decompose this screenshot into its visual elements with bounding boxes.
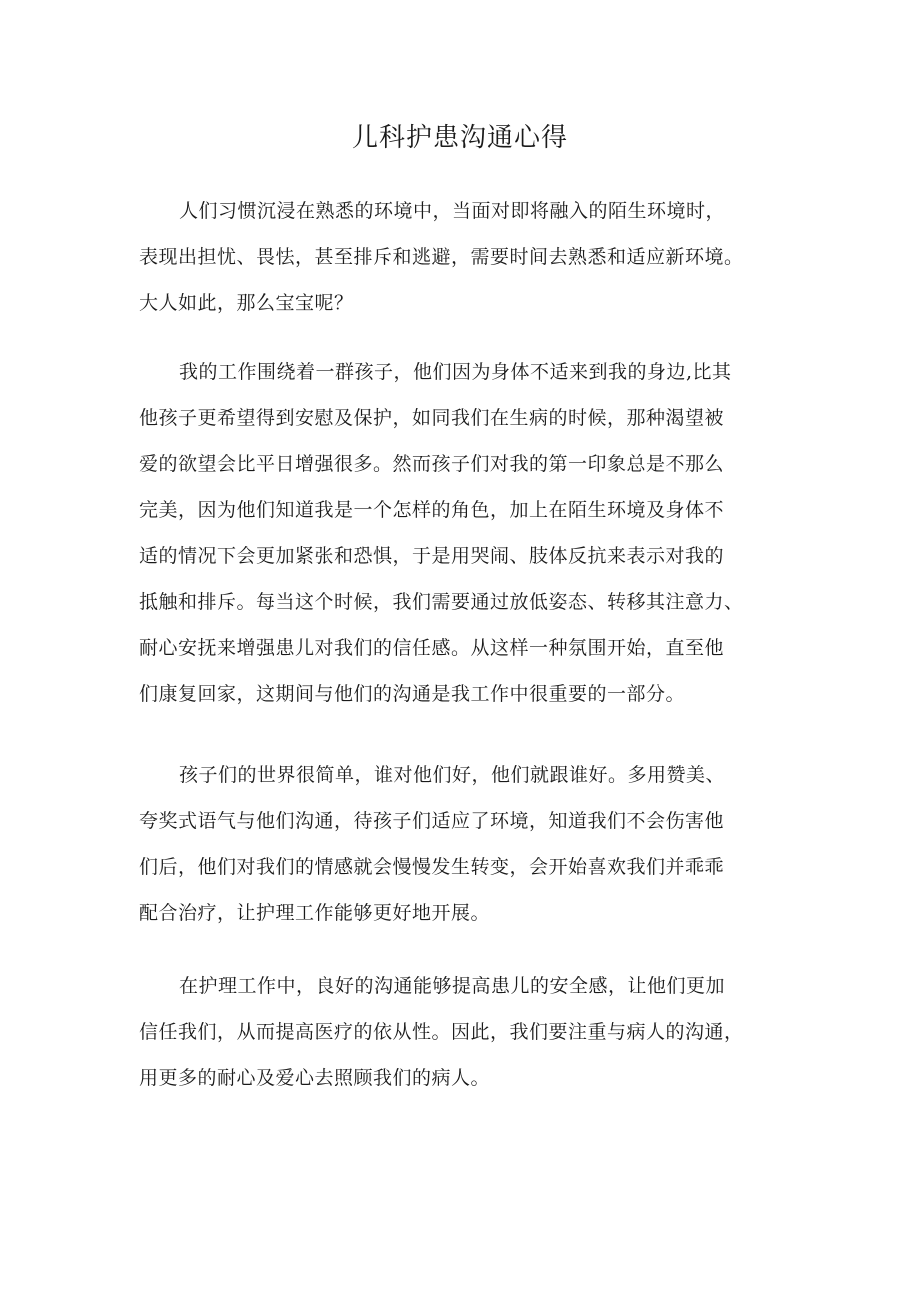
paragraph-2-line-5: 适的情况下会更加紧张和恐惧，于是用哭闹、肢体反抗来表示对我的 (139, 545, 725, 567)
paragraph-3-line-1: 孩子们的世界很简单，谁对他们好，他们就跟谁好。多用赞美、 (179, 764, 726, 786)
paragraph-2-line-8: 们康复回家，这期间与他们的沟通是我工作中很重要的一部分。 (139, 683, 686, 705)
paragraph-3-line-3: 们后，他们对我们的情感就会慢慢发生转变，会开始喜欢我们并乖乖 (139, 856, 725, 878)
paragraph-2-line-1: 我的工作围绕着一群孩子，他们因为身体不适来到我的身边,比其 (179, 361, 732, 383)
paragraph-3-line-4: 配合治疗，让护理工作能够更好地开展。 (139, 902, 491, 924)
paragraph-3-line-2: 夸奖式语气与他们沟通，待孩子们适应了环境，知道我们不会伤害他 (139, 810, 725, 832)
document-title: 儿科护患沟通心得 (351, 123, 568, 153)
paragraph-2-line-3: 爱的欲望会比平日增强很多。然而孩子们对我的第一印象总是不那么 (139, 453, 725, 475)
paragraph-4-line-1: 在护理工作中，良好的沟通能够提高患儿的安全感，让他们更加 (179, 975, 726, 997)
paragraph-1-line-3: 大人如此，那么宝宝呢？ (139, 292, 354, 314)
paragraph-2-line-7: 耐心安抚来增强患儿对我们的信任感。从这样一种氛围开始，直至他 (139, 637, 725, 659)
paragraph-1-line-2: 表现出担忧、畏怯，甚至排斥和逃避，需要时间去熟悉和适应新环境。 (139, 246, 744, 268)
paragraph-1-line-1: 人们习惯沉浸在熟悉的环境中，当面对即将融入的陌生环境时， (179, 200, 726, 222)
paragraph-4-line-3: 用更多的耐心及爱心去照顾我们的病人。 (139, 1067, 491, 1089)
paragraph-2-line-4: 完美，因为他们知道我是一个怎样的角色，加上在陌生环境及身体不 (139, 499, 725, 521)
paragraph-2-line-2: 他孩子更希望得到安慰及保护，如同我们在生病的时候，那种渴望被 (139, 407, 725, 429)
paragraph-2-line-6: 抵触和排斥。每当这个时候，我们需要通过放低姿态、转移其注意力、 (139, 591, 744, 613)
paragraph-4-line-2: 信任我们，从而提高医疗的依从性。因此，我们要注重与病人的沟通， (139, 1021, 744, 1043)
